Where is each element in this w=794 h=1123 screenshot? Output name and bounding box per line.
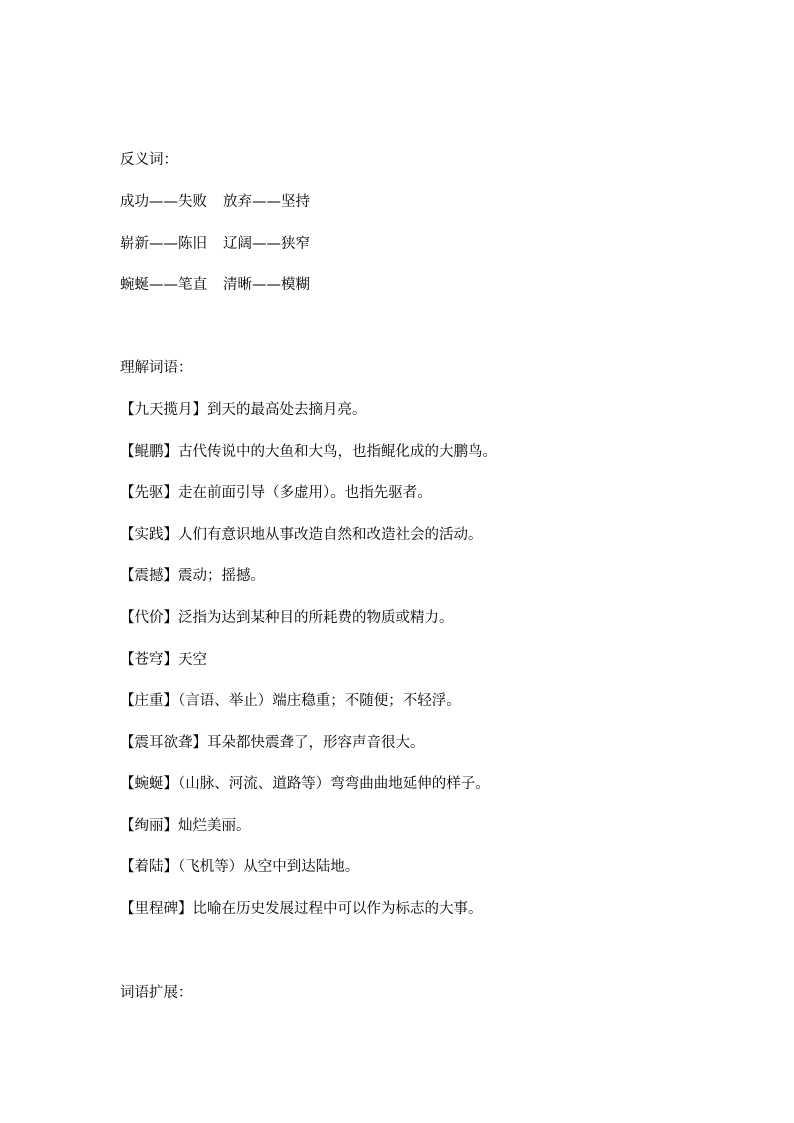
- vocab-term: 【代价】: [120, 610, 178, 626]
- vocab-item: [120, 691, 461, 711]
- vocab-item: [120, 899, 483, 919]
- antonym-pair: 蜿蜒——笔直: [120, 277, 207, 293]
- vocab-item: [120, 816, 251, 836]
- vocab-item: [120, 733, 425, 753]
- vocab-item: [120, 857, 359, 877]
- vocab-item: [120, 525, 483, 545]
- vocab-item: [120, 400, 367, 420]
- vocab-heading: 理解词语：: [120, 360, 193, 376]
- vocab-term: 【九天揽月】: [120, 402, 207, 418]
- vocab-term: 【苍穹】: [120, 652, 178, 668]
- vocab-definition: 人们有意识地从事改造自然和改造社会的活动。: [178, 527, 483, 543]
- vocab-term: 【鲲鹏】: [120, 444, 178, 460]
- vocab-item: [120, 774, 490, 794]
- expansion-heading: 词语扩展：: [120, 985, 193, 1001]
- antonym-pair: 清晰——模糊: [223, 277, 310, 293]
- vocab-item: [120, 650, 207, 670]
- vocab-term: 【里程碑】: [120, 901, 193, 917]
- vocab-item: [120, 483, 432, 503]
- antonym-row: [120, 275, 310, 295]
- vocab-term: 【着陆】: [120, 859, 178, 875]
- vocab-term: 【庄重】: [120, 693, 178, 709]
- vocab-item: [120, 566, 265, 586]
- vocab-definition: 比喻在历史发展过程中可以作为标志的大事。: [192, 901, 483, 917]
- vocab-term: 【蜿蜒】: [120, 776, 178, 792]
- antonym-pair: 辽阔——狭窄: [223, 236, 310, 252]
- vocab-definition: 到天的最高处去摘月亮。: [207, 402, 367, 418]
- vocab-term: 【绚丽】: [120, 818, 178, 834]
- antonyms-heading: 反义词：: [120, 152, 178, 168]
- vocab-definition: 泛指为达到某种目的所耗费的物质或精力。: [178, 610, 454, 626]
- vocab-definition: 耳朵都快震聋了，形容声音很大。: [207, 735, 425, 751]
- vocab-item: [120, 608, 454, 628]
- antonym-pair: 成功——失败: [120, 194, 207, 210]
- vocab-definition: 古代传说中的大鱼和大鸟，也指鲲化成的大鹏鸟。: [178, 444, 497, 460]
- antonym-pair: 崭新——陈旧: [120, 236, 207, 252]
- antonym-pair: 放弃——坚持: [223, 194, 310, 210]
- vocab-term: 【震撼】: [120, 568, 178, 584]
- antonym-row: [120, 234, 310, 254]
- vocab-definition: 走在前面引导（多虚用）。也指先驱者。: [178, 485, 432, 501]
- vocab-definition: （飞机等）从空中到达陆地。: [178, 859, 360, 875]
- vocab-term: 【震耳欲聋】: [120, 735, 207, 751]
- vocab-term: 【实践】: [120, 527, 178, 543]
- antonym-row: [120, 192, 310, 212]
- vocab-definition: （山脉、河流、道路等）弯弯曲曲地延伸的样子。: [178, 776, 490, 792]
- vocab-definition: 灿烂美丽。: [178, 818, 251, 834]
- vocab-definition: 天空: [178, 652, 207, 668]
- vocab-item: [120, 442, 497, 462]
- vocab-definition: 震动；摇撼。: [178, 568, 265, 584]
- vocab-definition: （言语、举止）端庄稳重；不随便；不轻浮。: [178, 693, 461, 709]
- vocab-term: 【先驱】: [120, 485, 178, 501]
